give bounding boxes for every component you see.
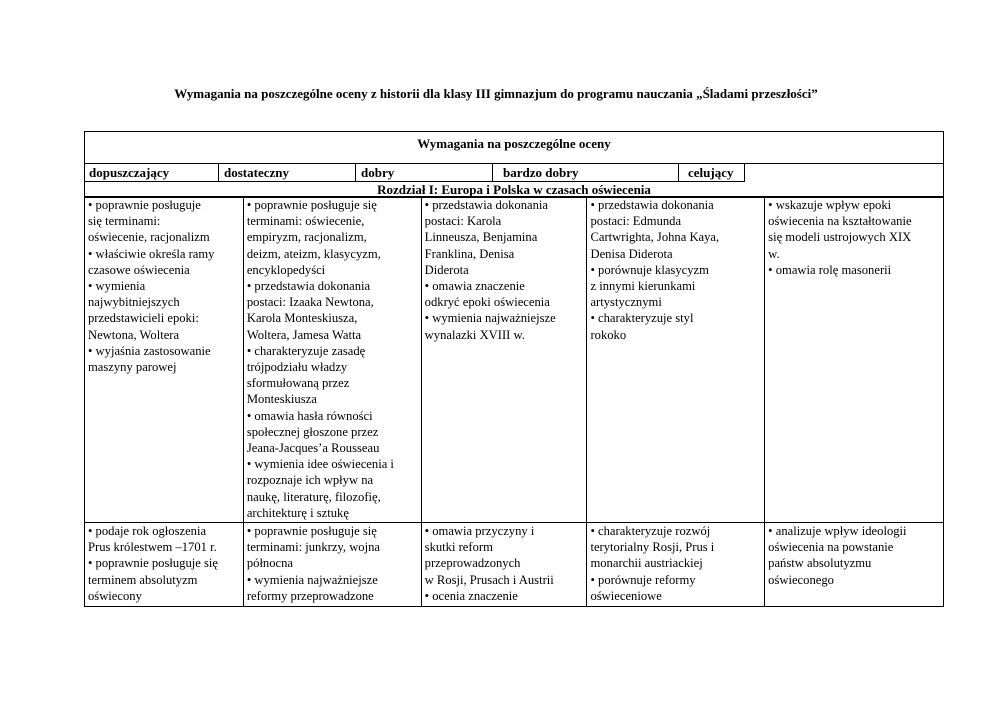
cell-text-line: oświecenia na kształtowanie (768, 214, 912, 229)
cell-text-line: państw absolutyzmu (768, 556, 872, 571)
cell-text-line: trójpodziału władzy (246, 360, 348, 375)
cell-text-line: • analizuje wpływ ideologii (768, 524, 907, 538)
cell-text-line: w Rosji, Prusach i Austrii (424, 572, 554, 587)
cell-text-line: oświecenia na powstanie (768, 540, 894, 555)
grade-bardzo-dobry: bardzo dobry (503, 165, 579, 180)
cell-text-line: Cartwrighta, Johna Kaya, (590, 230, 720, 245)
cell-text-line: postaci: Karola (424, 214, 502, 229)
cell-text-line: Prus królestwem –1701 r. (88, 540, 217, 555)
cell-text-line: • poprawnie posługuje się (246, 198, 377, 212)
cell-text-line: Karola Monteskiusza, (246, 311, 358, 326)
cell-text-line: monarchii austriackiej (590, 556, 703, 571)
table-row (85, 197, 944, 523)
cell-text-line: encyklopedyści (246, 262, 326, 277)
cell-text-line: • porównuje klasycyzm (590, 262, 709, 277)
cell-text-line: • wskazuje wpływ epoki (768, 198, 892, 212)
cell-text-line: • poprawnie posługuje się (88, 556, 218, 571)
cell-text-line: • wymienia idee oświecenia i (246, 457, 394, 472)
cell-text-line: Jeana-Jacques’a Rousseau (246, 441, 380, 456)
cell-text-line: Franklina, Denisa (424, 246, 515, 261)
requirements-table (84, 196, 944, 607)
cell-text-line: wynalazki XVIII w. (424, 327, 525, 342)
cell-r2-dobry (421, 523, 587, 607)
cell-r2-celujacy (765, 523, 944, 607)
cell-text-line: najwybitniejszych (88, 295, 180, 310)
cell-text-line: artystycznymi (590, 295, 662, 310)
cell-text-line: terminami: junkrzy, wojna (246, 540, 380, 555)
document-title: Wymagania na poszczególne oceny z historii dla klasy III gimnazjum do programu nauczania „Śladami przeszłości” (174, 86, 818, 101)
cell-text-line: przedstawicieli epoki: (88, 311, 199, 326)
grade-dopuszczajacy: dopuszczający (89, 165, 170, 180)
cell-text-line: empiryzm, racjonalizm, (246, 230, 367, 245)
grade-dostateczny: dostateczny (224, 165, 289, 180)
grade-celujacy: celujący (688, 165, 734, 180)
cell-text-line: terminem absolutyzm (88, 572, 198, 587)
table-main-header: Wymagania na poszczególne oceny (84, 131, 944, 164)
cell-text-line: się terminami: (88, 214, 161, 229)
cell-text-line: • charakteryzuje rozwój (590, 524, 711, 538)
cell-text-line: czasowe oświecenia (88, 262, 190, 277)
cell-text-line: • przedstawia dokonania (424, 198, 548, 212)
cell-text-line: terminami: oświecenie, (246, 214, 365, 229)
cell-r2-dostateczny (243, 523, 421, 607)
table-row (85, 523, 944, 607)
cell-r2-dopuszczajacy (85, 523, 244, 607)
cell-text-line: • wyjaśnia zastosowanie (88, 343, 211, 358)
cell-text-line: naukę, literaturę, filozofię, (246, 489, 381, 504)
cell-text-line: oświecony (88, 588, 142, 603)
cell-text-line: maszyny parowej (88, 360, 177, 375)
cell-text-line: • podaje rok ogłoszenia (88, 524, 207, 538)
cell-text-line: rozpoznaje ich wpływ na (246, 473, 374, 488)
cell-text-line: • omawia rolę masonerii (768, 262, 892, 277)
cell-text-line: • omawia hasła równości (246, 408, 373, 423)
cell-text-line: społecznej głoszone przez (246, 424, 379, 439)
cell-text-line: Newtona, Woltera (88, 327, 180, 342)
cell-text-line: • właściwie określa ramy (88, 246, 215, 261)
cell-text-line: oświeceniowe (590, 588, 662, 603)
cell-text-line: Monteskiusza (246, 392, 317, 407)
cell-text-line: się modeli ustrojowych XIX (768, 230, 912, 245)
cell-text-line: rokoko (590, 327, 627, 342)
cell-text-line: • poprawnie posługuje (88, 198, 201, 212)
cell-text-line: przeprowadzonych (424, 556, 521, 571)
cell-text-line: Linneusza, Benjamina (424, 230, 538, 245)
cell-text-line: • porównuje reformy (590, 572, 696, 587)
cell-text-line: • poprawnie posługuje się (246, 524, 377, 538)
cell-text-line: z innymi kierunkami (590, 279, 696, 294)
cell-text-line: terytorialny Rosji, Prus i (590, 540, 715, 555)
cell-text-line: • wymienia najważniejsze (424, 311, 556, 326)
cell-text-line: • omawia znaczenie (424, 279, 525, 294)
cell-text-line: • omawia przyczyny i (424, 524, 535, 538)
cell-text-line: odkryć epoki oświecenia (424, 295, 550, 310)
cell-r1-celujacy (765, 197, 944, 523)
cell-text-line: • ocenia znaczenie (424, 588, 518, 603)
cell-text-line: • przedstawia dokonania (590, 198, 714, 212)
cell-text-line: postaci: Izaaka Newtona, (246, 295, 374, 310)
cell-r1-dopuszczajacy (85, 197, 244, 523)
cell-text-line: • charakteryzuje zasadę (246, 343, 366, 358)
cell-text-line: deizm, ateizm, klasycyzm, (246, 246, 381, 261)
cell-text-line: reformy przeprowadzone (246, 588, 374, 603)
grade-header-row (84, 164, 745, 182)
cell-text-line: północna (246, 556, 294, 571)
cell-text-line: Diderota (424, 262, 469, 277)
cell-text-line: architekturę i sztukę (246, 505, 349, 520)
cell-text-line: Denisa Diderota (590, 246, 673, 261)
cell-text-line: • wymienia (88, 279, 146, 294)
cell-r1-dostateczny (243, 197, 421, 523)
cell-text-line: skutki reform (424, 540, 493, 555)
grade-dobry: dobry (361, 165, 395, 180)
chapter-heading: Rozdział I: Europa i Polska w czasach oświecenia (84, 182, 944, 198)
cell-text-line: • przedstawia dokonania (246, 279, 371, 294)
cell-text-line: oświeconego (768, 572, 834, 587)
cell-text-line: w. (768, 246, 780, 261)
cell-text-line: oświecenie, racjonalizm (88, 230, 210, 245)
cell-r1-bardzo-dobry (587, 197, 765, 523)
cell-text-line: postaci: Edmunda (590, 214, 682, 229)
cell-r1-dobry (421, 197, 587, 523)
cell-text-line: sformułowaną przez (246, 376, 350, 391)
cell-text-line: • wymienia najważniejsze (246, 572, 378, 587)
cell-r2-bardzo-dobry (587, 523, 765, 607)
table-header (84, 131, 745, 198)
cell-text-line: Woltera, Jamesa Watta (246, 327, 362, 342)
cell-text-line: • charakteryzuje styl (590, 311, 694, 326)
